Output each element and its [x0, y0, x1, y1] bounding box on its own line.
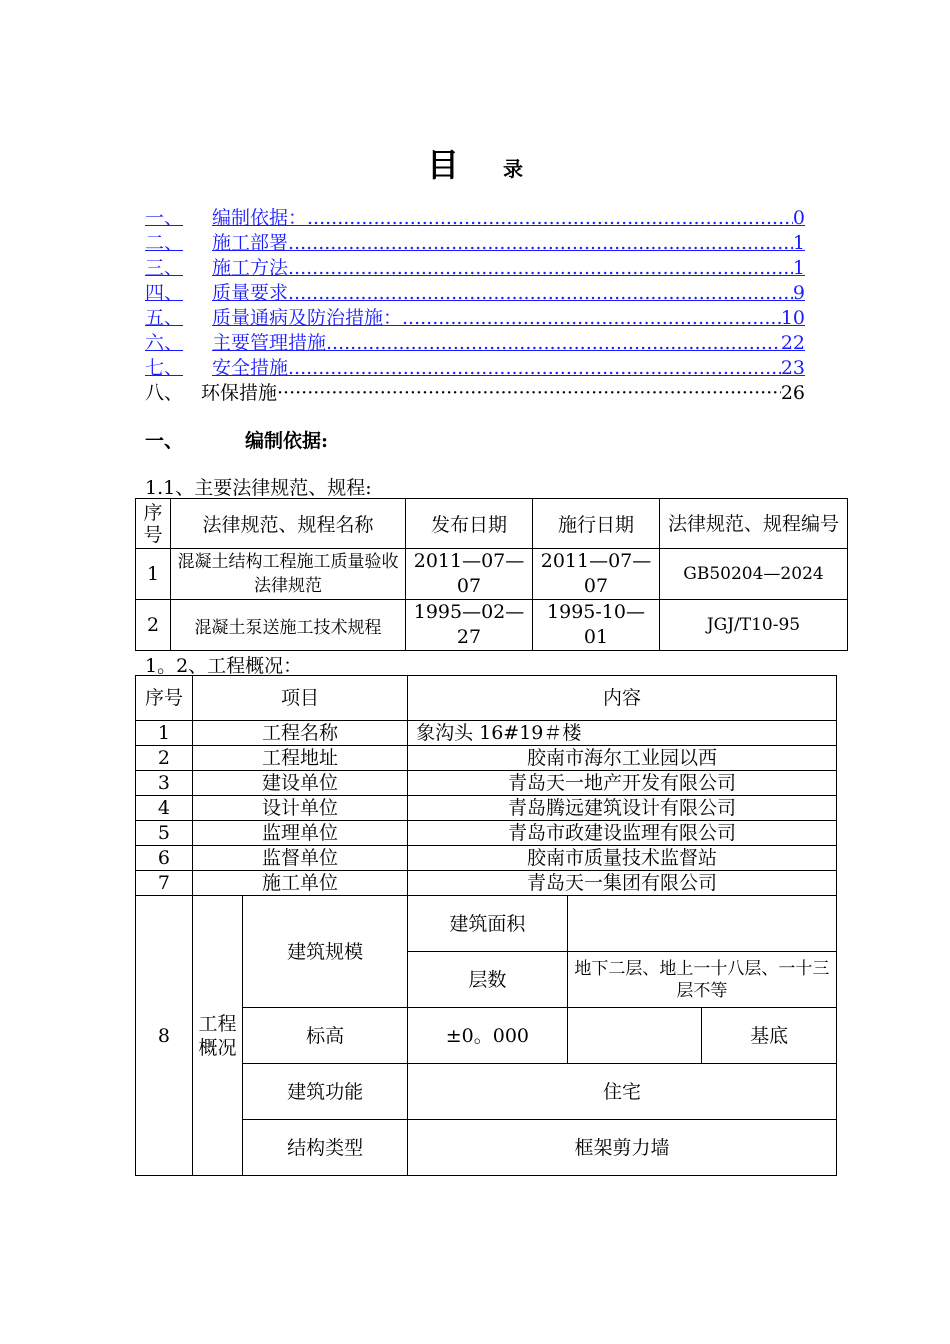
table-row: 5 监理单位 青岛市政建设监理有限公司	[136, 821, 837, 846]
title-secondary: 录	[503, 157, 523, 181]
toc-item-3[interactable]: 三、 施工方法 ..... 1	[145, 256, 805, 281]
toc-item-7[interactable]: 七、 安全措施 ..... 23	[145, 356, 805, 381]
table-row: 层数 地下二层、地上一十八层、一十三层不等	[136, 952, 837, 1008]
regulations-table	[135, 498, 848, 651]
title-main: 目	[426, 146, 459, 184]
project-overview-table	[135, 675, 837, 1176]
toc-item-4[interactable]: 四、 质量要求 ..... 9	[145, 281, 805, 306]
page-title	[0, 140, 950, 186]
section-heading: 一、 编制依据:	[145, 430, 329, 452]
subheading-regulations: 1.1、主要法律规范、规程:	[145, 477, 372, 499]
table-row: 8 工程概况 建筑规模 建筑面积	[136, 896, 837, 952]
toc-item-8: 八、 环保措施 ····· 26	[145, 381, 805, 406]
toc-item-2[interactable]: 二、 施工部署 ..... 1	[145, 231, 805, 256]
table-of-contents	[145, 206, 805, 406]
toc-item-5[interactable]: 五、 质量通病及防治措施： ..... 10	[145, 306, 805, 331]
table-row: 7 施工单位 青岛天一集团有限公司	[136, 871, 837, 896]
table-row: 2 混凝土泵送施工技术规程 1995—02—27 1995-10—01 JGJ/T10-95	[136, 600, 848, 651]
toc-item-1[interactable]: 一、 编制依据： ..... 0	[145, 206, 805, 231]
subheading-overview: 1。2、工程概况：	[145, 655, 303, 677]
table-row: 2 工程地址 胶南市海尔工业园以西	[136, 746, 837, 771]
table-row: 4 设计单位 青岛腾远建筑设计有限公司	[136, 796, 837, 821]
table-row: 标高 ±0。000 基底	[136, 1008, 837, 1064]
table-header-row: 序号 法律规范、规程名称 发布日期 施行日期 法律规范、规程编号	[136, 499, 848, 549]
toc-item-6[interactable]: 六、 主要管理措施 ..... 22	[145, 331, 805, 356]
table-row: 6 监督单位 胶南市质量技术监督站	[136, 846, 837, 871]
table-row: 结构类型 框架剪力墙	[136, 1120, 837, 1176]
table-header-row: 序号 项目 内容	[136, 676, 837, 721]
table-row: 建筑功能 住宅	[136, 1064, 837, 1120]
table-row: 3 建设单位 青岛天一地产开发有限公司	[136, 771, 837, 796]
table-row: 1 混凝土结构工程施工质量验收法律规范 2011—07—07 2011—07—07 GB50204—2024	[136, 549, 848, 600]
table-row: 1 工程名称 象沟头 16#19＃楼	[136, 721, 837, 746]
